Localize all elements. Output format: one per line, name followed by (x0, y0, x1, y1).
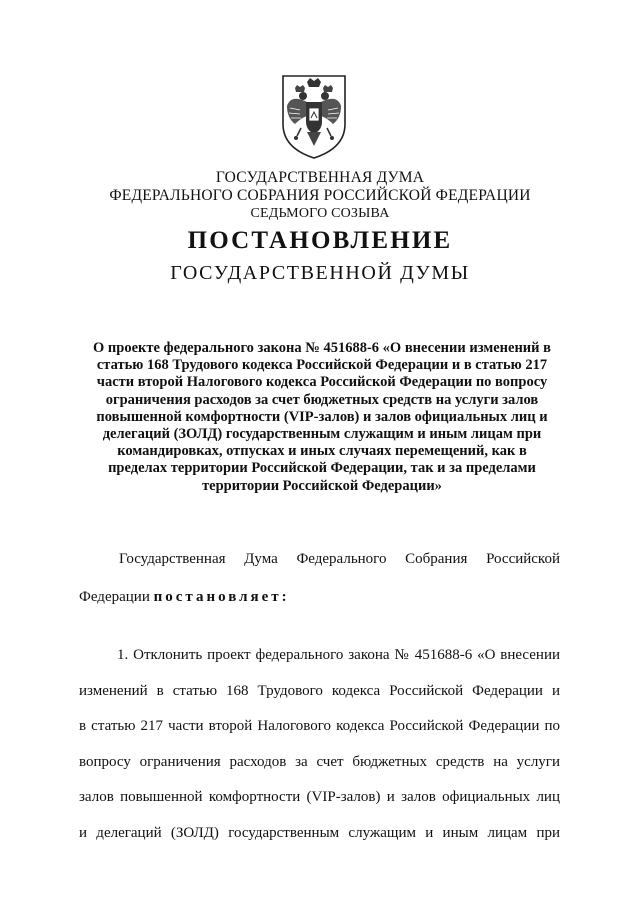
document-subtitle: ГОСУДАРСТВЕННОЙ ДУМЫ (170, 262, 470, 284)
item-line: 1. Отклонить проект федерального закона № 451688-6 «О внесении (117, 647, 560, 663)
item-line: и делегаций (ЗОЛД) государственным служащим и иным лицам при (79, 825, 560, 841)
subject-line: ограничения расходов за счет бюджетных средств на услуги залов (105, 391, 539, 408)
subject-line: командировках, отпусках и иных случаях перемещений, как в (117, 443, 527, 460)
russian-coat-of-arms-icon (277, 72, 351, 160)
org-line-2: ФЕДЕРАЛЬНОГО СОБРАНИЯ РОССИЙСКОЙ ФЕДЕРАЦИИ (109, 187, 531, 204)
subject-line: части второй Налогового кодекса Российской Федерации по вопросу (96, 374, 548, 391)
subject-line: делегаций (ЗОЛД) государственным служащим и иным лицам при (102, 426, 542, 443)
preamble-text: Федерации (79, 589, 150, 605)
subject-line: О проекте федерального закона № 451688-6 «О внесении изменений в (93, 340, 551, 356)
org-line-1: ГОСУДАРСТВЕННАЯ ДУМА (215, 169, 425, 186)
item-line: изменений в статью 168 Трудового кодекса Российской Федерации и (79, 683, 560, 699)
subject-line: повышенной комфортности (VIP-залов) и залов официальных лиц и (96, 408, 548, 425)
org-line-3: СЕДЬМОГО СОЗЫВА (250, 206, 390, 221)
document-title: ПОСТАНОВЛЕНИЕ (187, 227, 453, 254)
item-line: вопросу ограничения расходов за счет бюджетных средств на услуги (79, 754, 560, 770)
preamble-line (79, 589, 560, 606)
subject-line: территории Российской Федерации» (202, 477, 442, 494)
subject-line: пределах территории Российской Федерации, так и за пределами (108, 460, 536, 477)
resolution-verb: постановляет: (153, 589, 290, 605)
subject-line: статью 168 Трудового кодекса Российской Федерации и в статью 217 (96, 357, 548, 374)
item-line: в статью 217 части второй Налогового кодекса Российской Федерации по (79, 718, 560, 734)
item-line: залов повышенной комфортности (VIP-залов) и залов официальных лиц (79, 789, 560, 805)
subject-heading (80, 340, 564, 495)
preamble-line: Государственная Дума Федерального Собрания Российской (119, 551, 560, 567)
